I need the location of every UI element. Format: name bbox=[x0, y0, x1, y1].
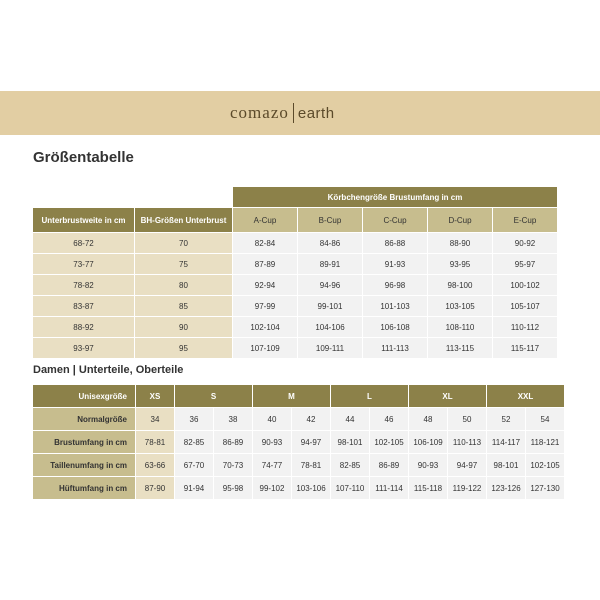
bh-cell: 75 bbox=[135, 254, 232, 274]
bh-cell: 109-111 bbox=[298, 338, 362, 358]
ut-cell: 34 bbox=[136, 408, 174, 430]
ut-cell: 94-97 bbox=[448, 454, 486, 476]
bh-cell: 87-89 bbox=[233, 254, 297, 274]
ut-cell: 82-85 bbox=[175, 431, 213, 453]
bh-cell: 91-93 bbox=[363, 254, 427, 274]
bh-cell: 90-92 bbox=[493, 233, 557, 253]
ut-cell: 106-109 bbox=[409, 431, 447, 453]
brand-sub: earth bbox=[297, 104, 335, 122]
ut-cell: 118-121 bbox=[526, 431, 564, 453]
bh-table-row bbox=[33, 275, 557, 295]
bh-cell: 84-86 bbox=[298, 233, 362, 253]
ut-cell: 115-118 bbox=[409, 477, 447, 499]
bh-cell: 103-105 bbox=[428, 296, 492, 316]
bh-cell: 97-99 bbox=[233, 296, 297, 316]
ut-rows bbox=[33, 408, 564, 499]
ut-cell: 42 bbox=[292, 408, 330, 430]
ut-header-label: Unisexgröße bbox=[33, 385, 135, 407]
bh-cell: 100-102 bbox=[493, 275, 557, 295]
ut-cell: 94-97 bbox=[292, 431, 330, 453]
bh-table-row bbox=[33, 317, 557, 337]
bh-cell: 89-91 bbox=[298, 254, 362, 274]
ut-cell: 95-98 bbox=[214, 477, 252, 499]
bh-cell: 113-115 bbox=[428, 338, 492, 358]
bh-rows bbox=[33, 233, 557, 358]
ut-cell: 98-101 bbox=[331, 431, 369, 453]
bh-cell: 96-98 bbox=[363, 275, 427, 295]
bh-col-under: Unterbrustweite in cm bbox=[33, 208, 134, 232]
bh-cell: 80 bbox=[135, 275, 232, 295]
unterteile-section-title: Damen | Unterteile, Oberteile bbox=[33, 364, 184, 376]
brand-banner bbox=[0, 91, 600, 135]
bh-cell: 111-113 bbox=[363, 338, 427, 358]
bh-cell: 73-77 bbox=[33, 254, 134, 274]
ut-cell: 111-114 bbox=[370, 477, 408, 499]
logo-divider bbox=[293, 103, 294, 123]
ut-cell: 48 bbox=[409, 408, 447, 430]
ut-size-label: M bbox=[253, 385, 330, 407]
bh-empty-corner bbox=[135, 187, 232, 207]
ut-cell: 50 bbox=[448, 408, 486, 430]
bh-cell: 83-87 bbox=[33, 296, 134, 316]
bh-cell: 68-72 bbox=[33, 233, 134, 253]
bh-cell: 88-90 bbox=[428, 233, 492, 253]
ut-cell: 86-89 bbox=[370, 454, 408, 476]
bh-cell: 94-96 bbox=[298, 275, 362, 295]
bh-cell: 110-112 bbox=[493, 317, 557, 337]
ut-size-label: S bbox=[175, 385, 252, 407]
bh-cell: 95 bbox=[135, 338, 232, 358]
bh-cell: 86-88 bbox=[363, 233, 427, 253]
ut-cell: 102-105 bbox=[526, 454, 564, 476]
ut-cell: 103-106 bbox=[292, 477, 330, 499]
brand-logo bbox=[230, 101, 335, 125]
ut-cell: 90-93 bbox=[409, 454, 447, 476]
bh-table-row bbox=[33, 233, 557, 253]
bh-col-size: BH-Größen Unterbrust bbox=[135, 208, 232, 232]
bh-table-row bbox=[33, 296, 557, 316]
bh-cell: 78-82 bbox=[33, 275, 134, 295]
bh-cell: 70 bbox=[135, 233, 232, 253]
bh-cup-header: Körbchengröße Brustumfang in cm bbox=[233, 187, 557, 207]
ut-size-label: L bbox=[331, 385, 408, 407]
ut-cell: 67-70 bbox=[175, 454, 213, 476]
bh-cell: 85 bbox=[135, 296, 232, 316]
bh-table-row bbox=[33, 338, 557, 358]
bh-cup-label: B-Cup bbox=[298, 208, 362, 232]
bh-cell: 104-106 bbox=[298, 317, 362, 337]
bh-cell: 105-107 bbox=[493, 296, 557, 316]
bh-cup-label: D-Cup bbox=[428, 208, 492, 232]
ut-cell: 102-105 bbox=[370, 431, 408, 453]
bh-cell: 93-95 bbox=[428, 254, 492, 274]
ut-size-label: XS bbox=[136, 385, 174, 407]
bh-cell: 108-110 bbox=[428, 317, 492, 337]
ut-row-label: Normalgröße bbox=[33, 408, 135, 430]
bh-table-row bbox=[33, 254, 557, 274]
ut-cell: 107-110 bbox=[331, 477, 369, 499]
ut-cell: 70-73 bbox=[214, 454, 252, 476]
ut-cell: 114-117 bbox=[487, 431, 525, 453]
bh-cup-label: C-Cup bbox=[363, 208, 427, 232]
ut-row-label: Brustumfang in cm bbox=[33, 431, 135, 453]
ut-cell: 110-113 bbox=[448, 431, 486, 453]
ut-cell: 91-94 bbox=[175, 477, 213, 499]
ut-cell: 119-122 bbox=[448, 477, 486, 499]
ut-size-label: XXL bbox=[487, 385, 564, 407]
ut-cell: 63-66 bbox=[136, 454, 174, 476]
ut-table-row bbox=[33, 454, 564, 476]
ut-cell: 46 bbox=[370, 408, 408, 430]
ut-cell: 40 bbox=[253, 408, 291, 430]
bh-cell: 98-100 bbox=[428, 275, 492, 295]
unterteile-size-table bbox=[32, 384, 565, 500]
bh-cell: 99-101 bbox=[298, 296, 362, 316]
bh-cell: 106-108 bbox=[363, 317, 427, 337]
bh-cell: 92-94 bbox=[233, 275, 297, 295]
ut-row-label: Taillenumfang in cm bbox=[33, 454, 135, 476]
bh-cup-label: A-Cup bbox=[233, 208, 297, 232]
ut-cell: 52 bbox=[487, 408, 525, 430]
bh-size-table bbox=[32, 186, 558, 359]
bh-cell: 95-97 bbox=[493, 254, 557, 274]
ut-cell: 87-90 bbox=[136, 477, 174, 499]
ut-table-row bbox=[33, 408, 564, 430]
ut-row-label: Hüftumfang in cm bbox=[33, 477, 135, 499]
ut-cell: 38 bbox=[214, 408, 252, 430]
ut-cell: 36 bbox=[175, 408, 213, 430]
bh-cell: 90 bbox=[135, 317, 232, 337]
ut-cell: 54 bbox=[526, 408, 564, 430]
ut-cell: 90-93 bbox=[253, 431, 291, 453]
ut-cell: 44 bbox=[331, 408, 369, 430]
bh-cell: 88-92 bbox=[33, 317, 134, 337]
ut-table-row bbox=[33, 431, 564, 453]
ut-cell: 82-85 bbox=[331, 454, 369, 476]
ut-size-label: XL bbox=[409, 385, 486, 407]
ut-cell: 78-81 bbox=[136, 431, 174, 453]
bh-cell: 115-117 bbox=[493, 338, 557, 358]
page-title: Größentabelle bbox=[33, 149, 134, 166]
bh-cell: 82-84 bbox=[233, 233, 297, 253]
ut-cell: 78-81 bbox=[292, 454, 330, 476]
ut-table-row bbox=[33, 477, 564, 499]
ut-cell: 86-89 bbox=[214, 431, 252, 453]
bh-cell: 93-97 bbox=[33, 338, 134, 358]
brand-name: comazo bbox=[230, 103, 289, 122]
bh-cell: 107-109 bbox=[233, 338, 297, 358]
bh-cup-label: E-Cup bbox=[493, 208, 557, 232]
bh-cell: 101-103 bbox=[363, 296, 427, 316]
bh-cell: 102-104 bbox=[233, 317, 297, 337]
ut-cell: 98-101 bbox=[487, 454, 525, 476]
ut-cell: 74-77 bbox=[253, 454, 291, 476]
ut-cell: 123-126 bbox=[487, 477, 525, 499]
bh-empty-corner bbox=[33, 187, 134, 207]
ut-cell: 127-130 bbox=[526, 477, 564, 499]
ut-cell: 99-102 bbox=[253, 477, 291, 499]
